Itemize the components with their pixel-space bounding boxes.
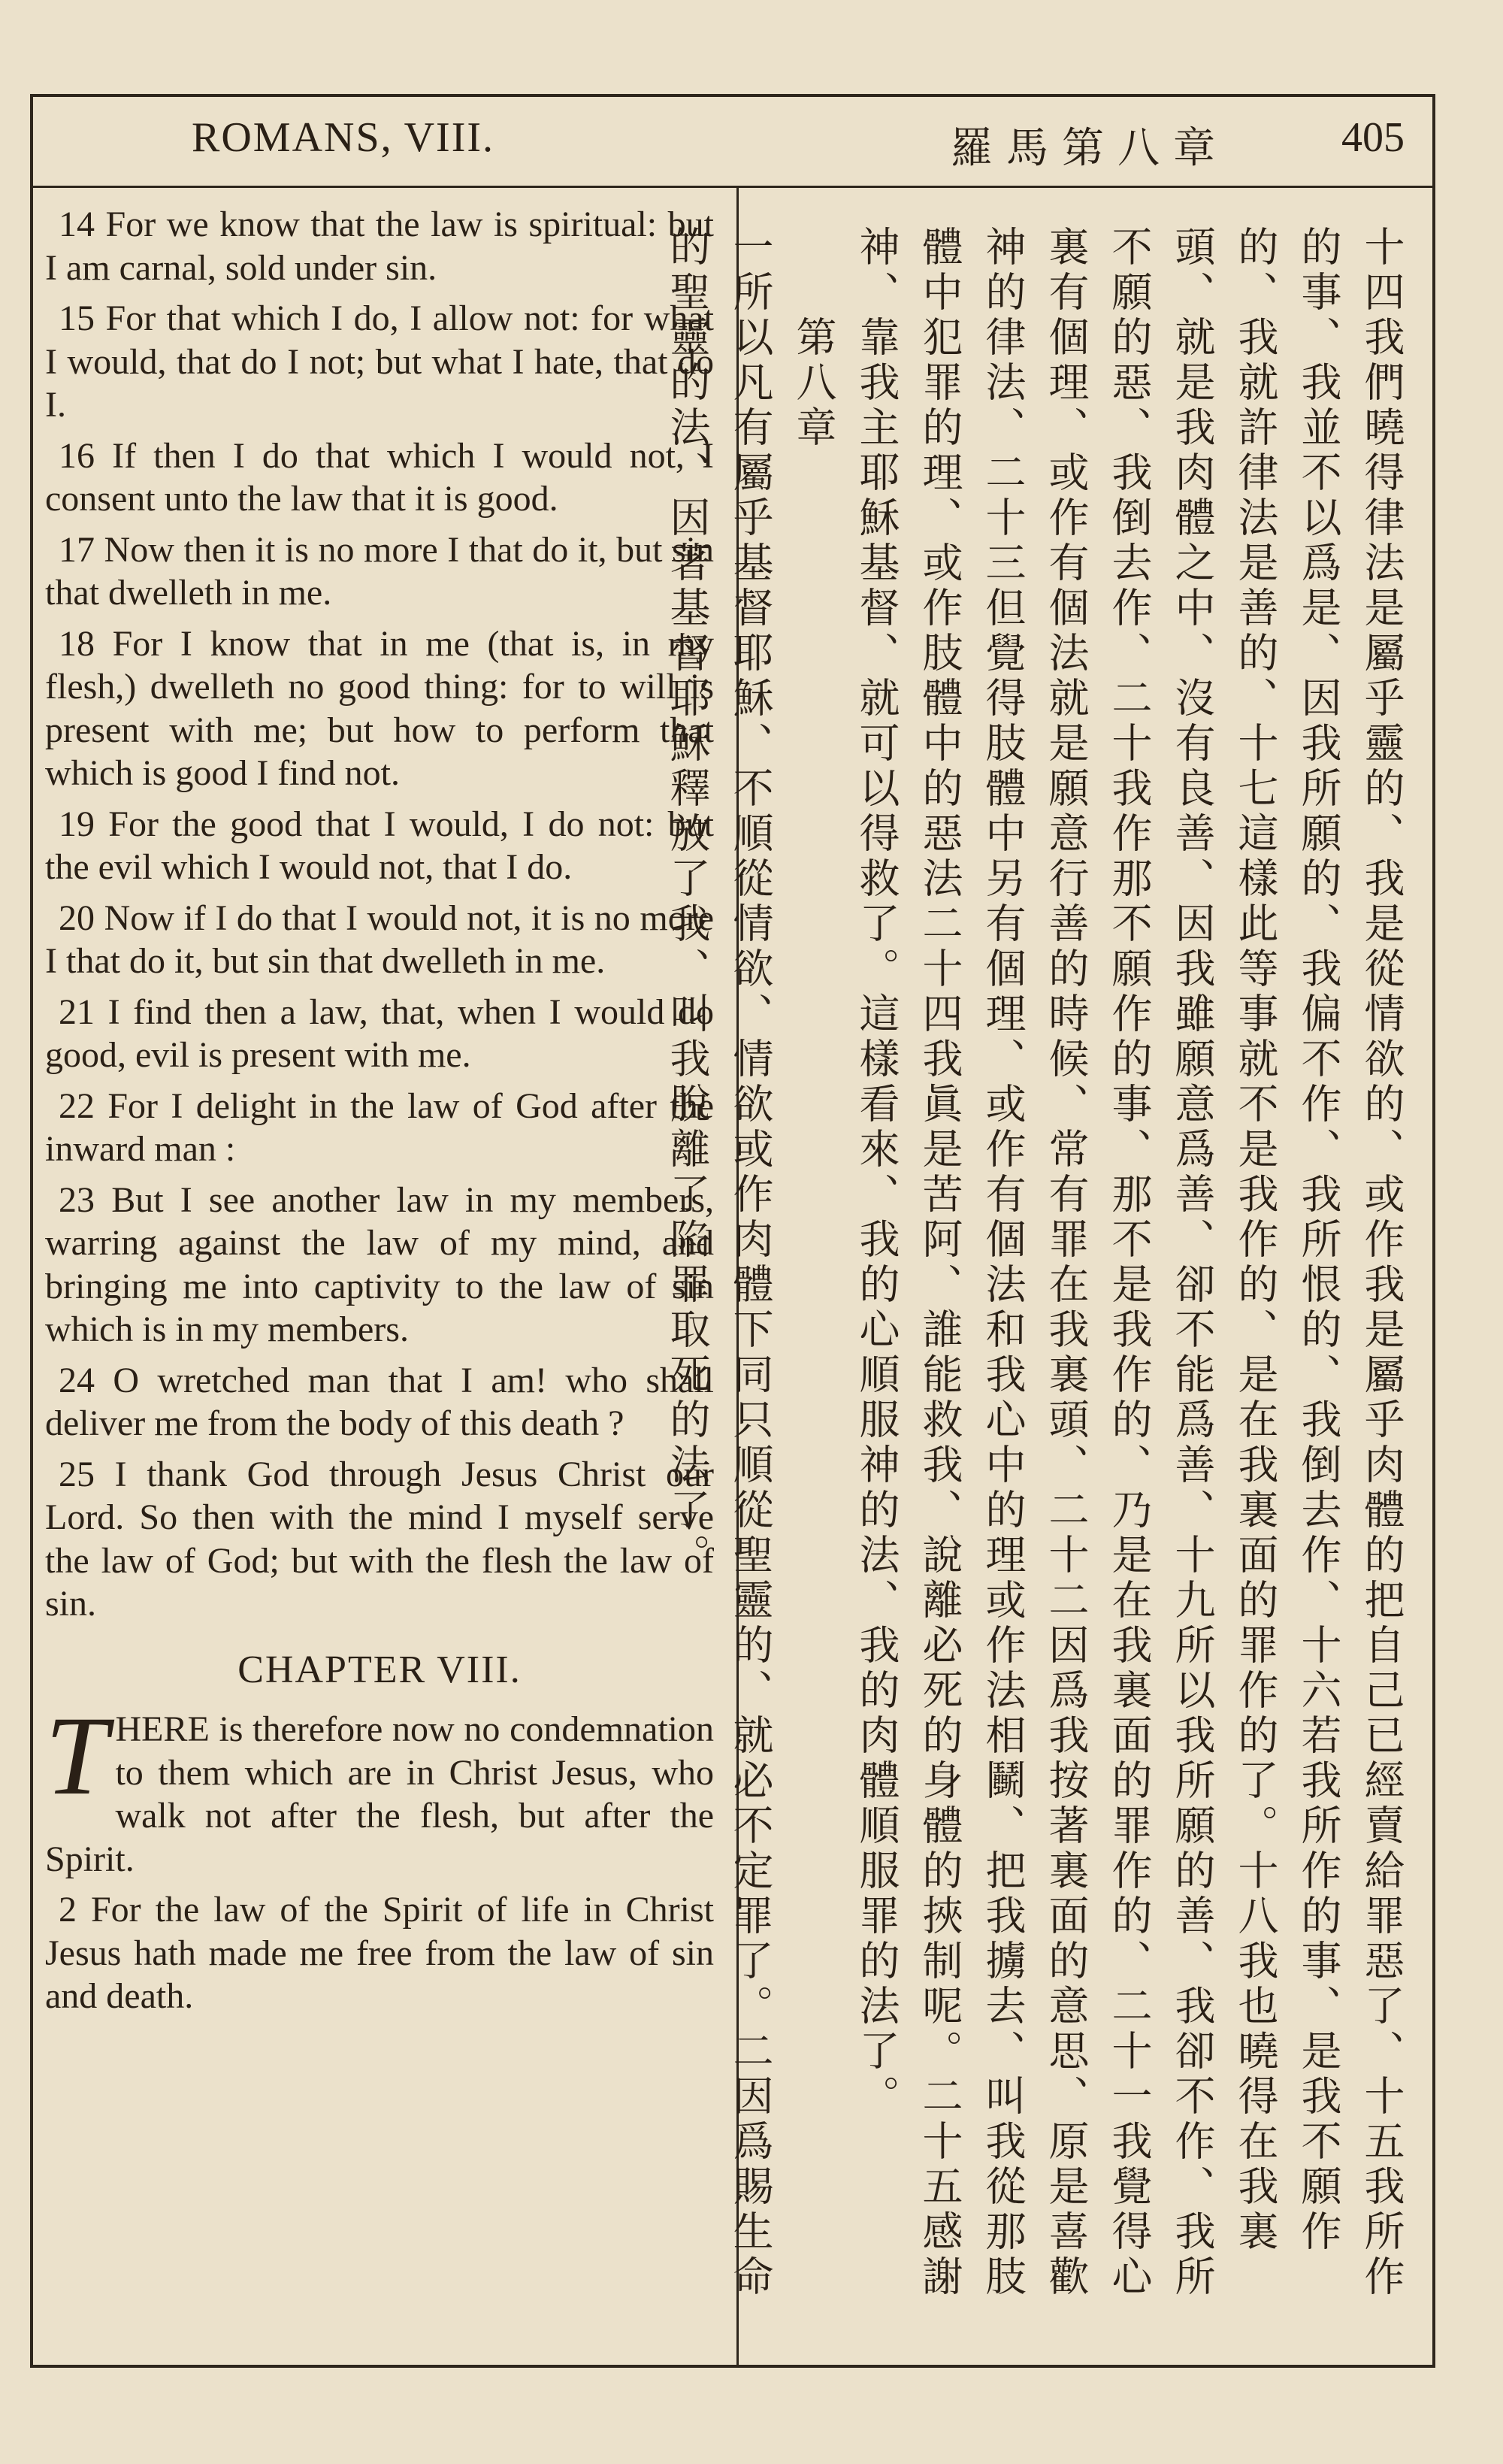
running-title-chinese: 羅馬第八章 — [951, 124, 1229, 173]
verse-16: 16 If then I do that which I would not, I consent unto the law that it is good. — [45, 435, 714, 519]
english-column — [45, 203, 714, 2026]
verse-24: 24 O wretched man that I am! who shall deliver me from the body of this death ? — [45, 1360, 714, 1443]
verse-14: 14 For we know that the law is spiritual: but I am carnal, sold under sin. — [45, 204, 714, 288]
chinese-chapter-title: 第八章 — [790, 316, 837, 451]
chapter-heading: CHAPTER VIII. — [237, 1648, 522, 1691]
verse-22: 22 For I delight in the law of God after the inward man : — [45, 1085, 714, 1169]
running-title-english: ROMANS, VIII. — [192, 114, 494, 161]
page-header — [30, 94, 1435, 188]
verse-19: 19 For the good that I would, I do not: but the evil which I would not, that I do. — [45, 804, 714, 887]
verse-15: 15 For that which I do, I allow not: for what I would, that do I not; but what I hate, that do I. — [45, 298, 714, 425]
verse-17: 17 Now then it is no more I that do it, but sin that dwelleth in me. — [45, 529, 714, 613]
page-number: 405 — [1341, 114, 1405, 161]
chinese-chapter8-text: 一所以凡有屬乎基督耶穌、不順從情欲、情欲或作肉體下同只順從聖靈的、就必不定罪了。二因爲賜生命的聖靈的法、因著基督耶穌釋放了我、叫我脫離了陷罪取死的法了。 — [664, 226, 774, 2300]
chapter8-verse-1 — [45, 1694, 714, 1881]
verse-20: 20 Now if I do that I would not, it is no more I that do it, but sin that dwelleth in me. — [45, 898, 714, 981]
verse-18: 18 For I know that in me (that is, in my flesh,) dwelleth no good thing: for to will is present with me; but how to perform that which is good I find not. — [45, 623, 714, 793]
verse-25: 25 I thank God through Jesus Christ our Lord. So then with the mind I myself serve the law of God; but with the flesh the law of sin. — [45, 1454, 714, 1624]
chinese-column — [664, 226, 1413, 2330]
drop-cap: T — [45, 1694, 108, 1818]
chapter8-verse-2: 2 For the law of the Spirit of life in Christ Jesus hath made me free from the law of sin and death. — [45, 1890, 714, 2016]
verse-21: 21 I find then a law, that, when I would do good, evil is present with me. — [45, 991, 714, 1075]
chapter8-verse-1-text: HERE is therefore now no condemnation to them which are in Christ Jesus, who walk not after the flesh, but after the Spirit. — [45, 1709, 714, 1879]
verse-23: 23 But I see another law in my members, warring against the law of my mind, and bringing me into captivity to the law of sin which is in my members. — [45, 1179, 714, 1349]
chinese-chapter7-text: 十四我們曉得律法是屬乎靈的、我是從情欲的、或作我是屬乎肉體的把自己已經賣給罪惡了、十五我所作的事、我並不以爲是、因我所願的、我偏不作、我所恨的、我倒去作、十六若我所作的事、是我不願作的、我就許律法是善的、十七這樣此等事就不是我作的、是在我裏面的罪作的了。十八我也曉得在我裏頭、就是我肉體之中、沒有良善、因我雖願意爲善、卻不能爲善、十九所以我所願的善、我卻不作、我所不願的惡、我倒去作、二十我作那不願作的事、那不是我作的、乃是在我裏面的罪作的、二十一我覺得心裏有個理、或作有個法就是願意行善的時候、常有罪在我裏頭、二十二因爲我按著裏面的意思、原是喜歡神的律法、二十三但覺得肢體中另有個理、或作有個法和我心中的理或作法相鬭、把我擄去、叫我從那肢體中犯罪的理、或作肢體中的惡法二十四我眞是苦阿、誰能救我、說離必死的身體的挾制呢。二十五感謝神、靠我主耶穌基督、就可以得救了。這樣看來、我的心順服神的法、我的肉體順服罪的法了。 — [853, 226, 1405, 2300]
